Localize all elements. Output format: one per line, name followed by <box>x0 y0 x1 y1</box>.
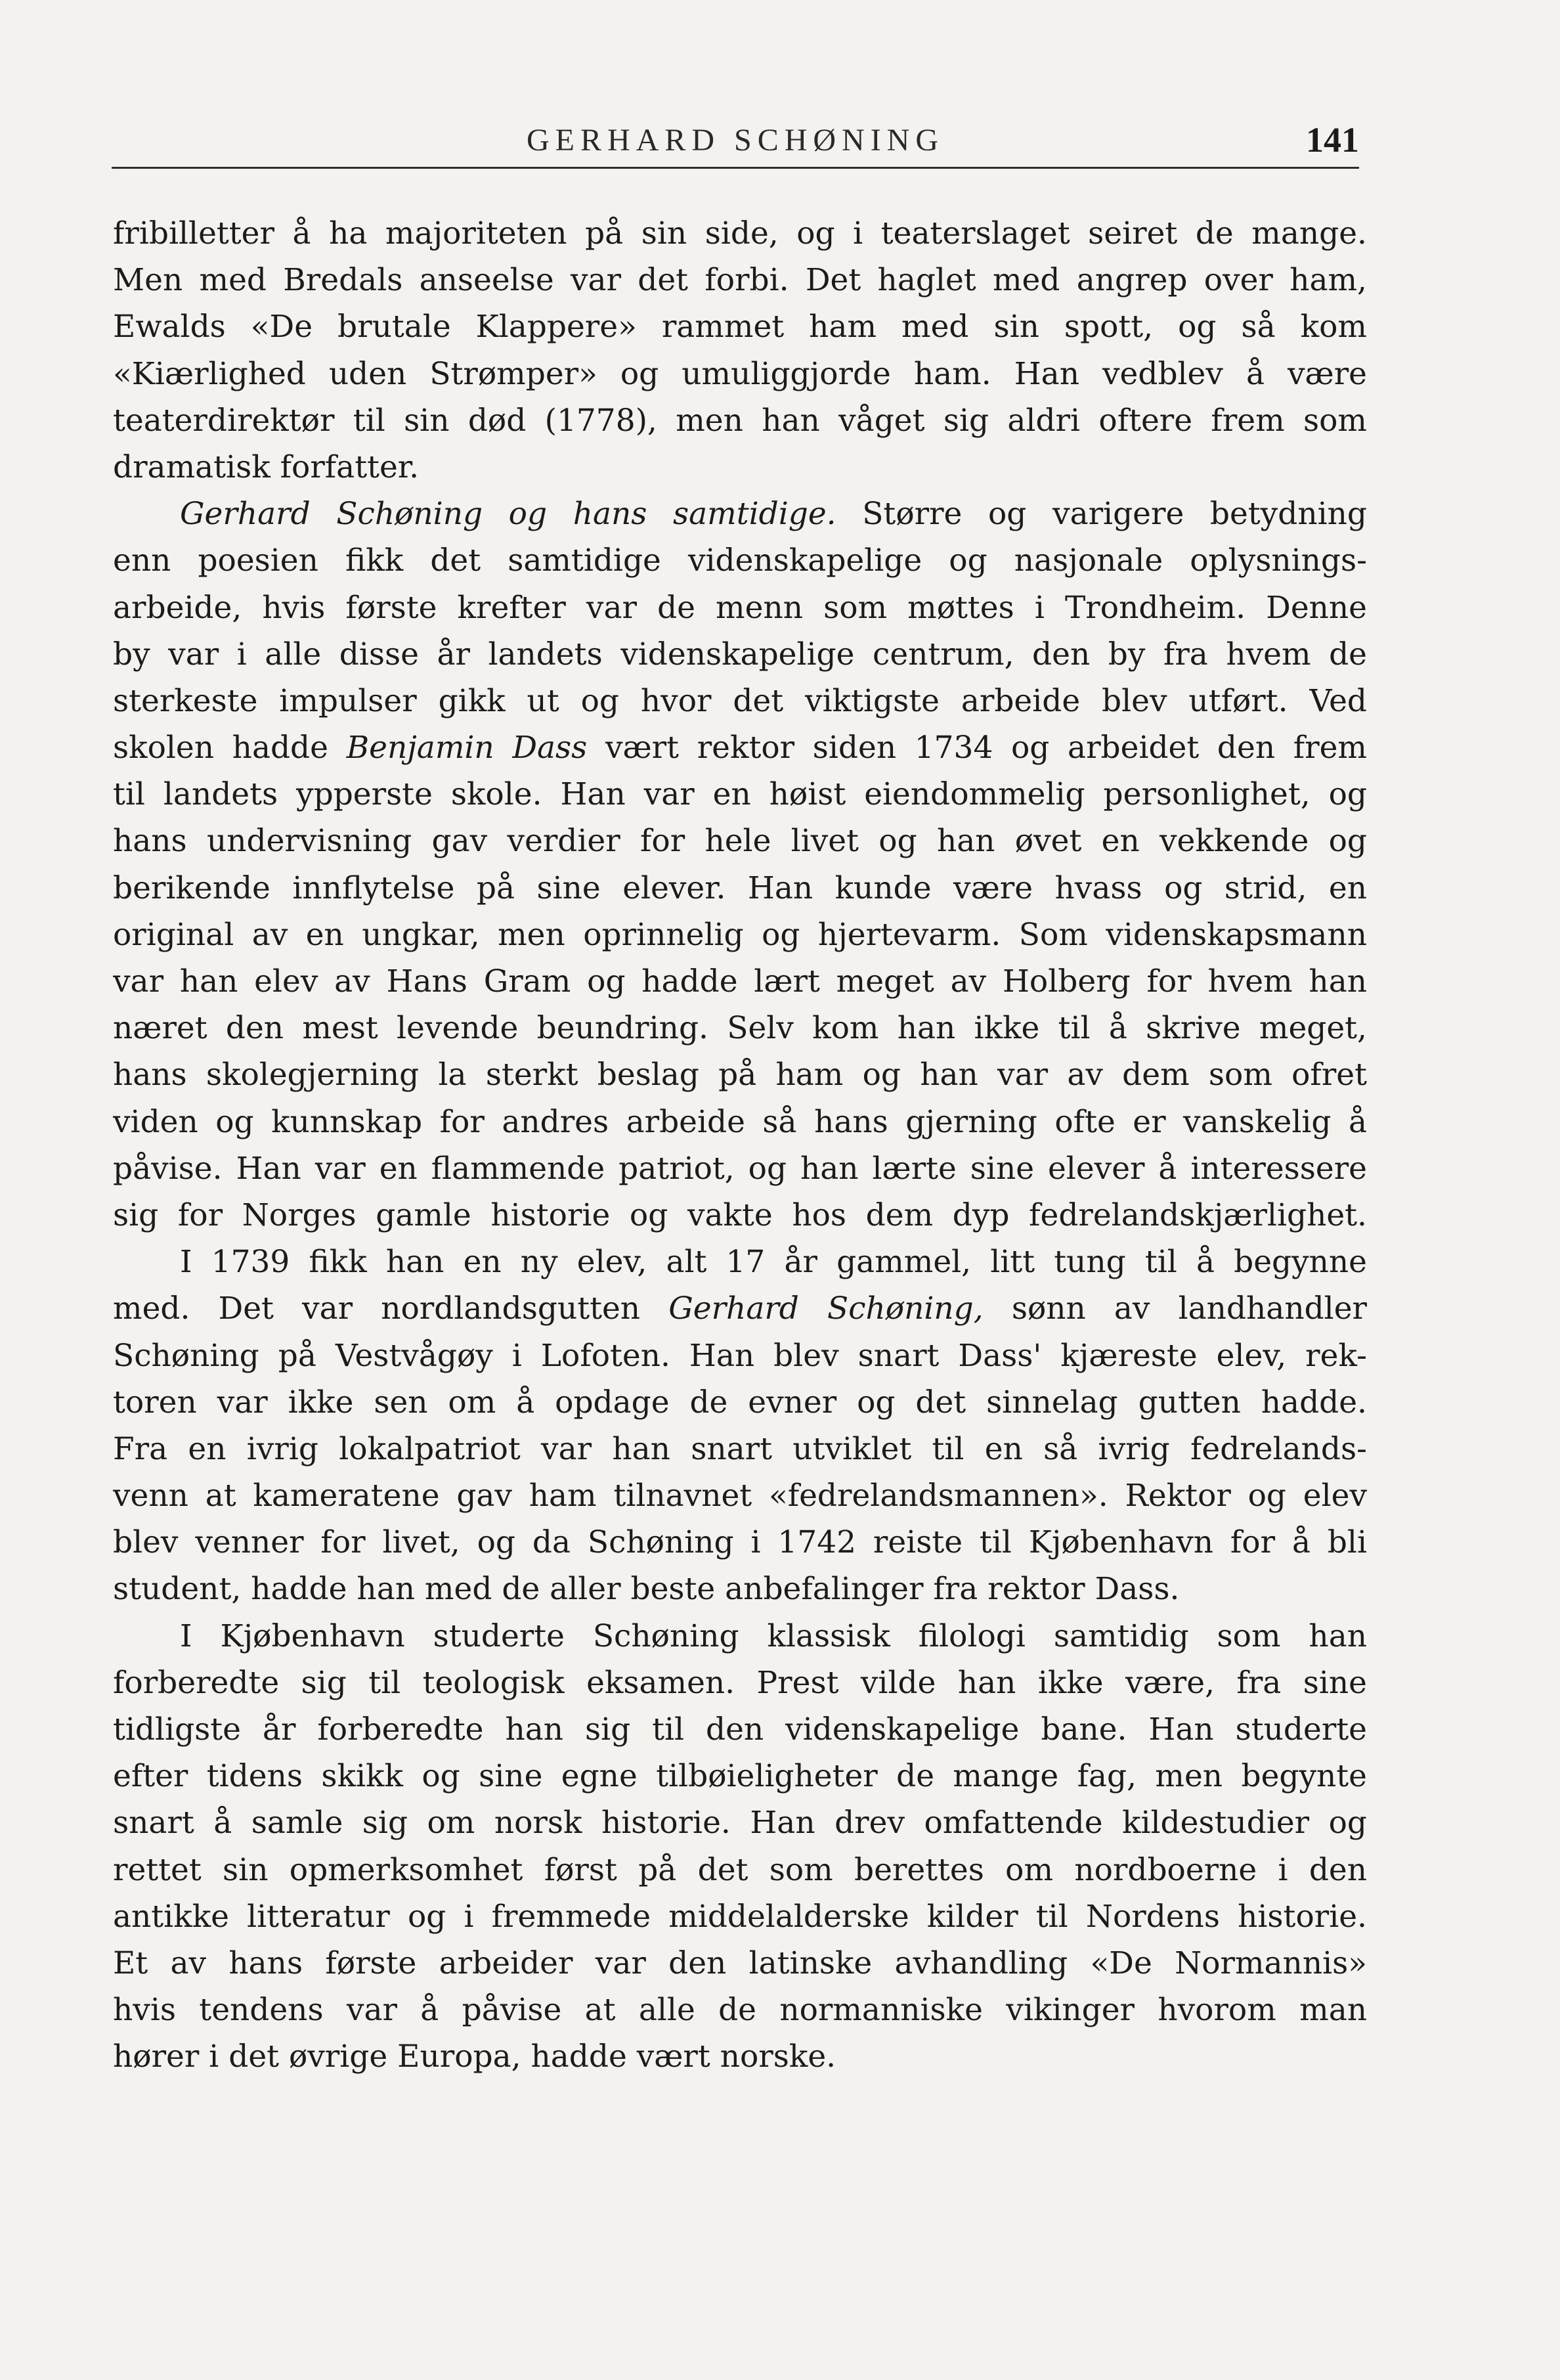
section-heading: Gerhard Schøning og hans samtidige. <box>180 496 836 533</box>
text-line: arbeide, hvis første krefter var de menn som møttes i Trondheim. Denne <box>113 589 1367 626</box>
text-line: Ewalds «De brutale Klappere» rammet ham med sin spott, og så kom <box>113 309 1367 345</box>
text-line: var han elev av Hans Gram og hadde lært meget av Holberg for hvem han <box>113 963 1367 1000</box>
text-line: dramatisk forfatter. <box>113 449 420 485</box>
text-line: forberedte sig til teologisk eksamen. Prest vilde han ikke være, fra sine <box>113 1664 1367 1701</box>
text-line: sterkeste impulser gikk ut og hvor det viktigste arbeide blev utført. Ved <box>113 682 1367 719</box>
text-line: by var i alle disse år landets videnskapelige centrum, den by fra hvem de <box>113 636 1367 672</box>
text-line: Schøning på Vestvågøy i Lofoten. Han blev snart Dass' kjæreste elev, rek- <box>113 1337 1367 1374</box>
text-line: antikke litteratur og i fremmede middelalderske kilder til Nordens historie. <box>113 1898 1367 1935</box>
text-line: hører i det øvrige Europa, hadde vært norske. <box>113 2038 836 2075</box>
text-line: I 1739 fikk han en ny elev, alt 17 år gammel, litt tung til å begynne <box>180 1244 1367 1281</box>
text-line: hans undervisning gav verdier for hele livet og han øvet en vekkende og <box>113 823 1367 860</box>
text-line: snart å samle sig om norsk historie. Han drev omfattende kildestudier og <box>113 1805 1367 1841</box>
text-line <box>113 1285 1367 1332</box>
text-fragment: vært rektor siden 1734 og arbeidet den frem <box>587 730 1367 766</box>
text-line: viden og kunnskap for andres arbeide så hans gjerning ofte er vanskelig å <box>113 1103 1367 1140</box>
person-name: Gerhard Schøning, <box>668 1290 984 1327</box>
text-fragment: sønn av landhandler <box>983 1290 1367 1327</box>
text-line: tidligste år forberedte han sig til den videnskapelige bane. Han studerte <box>113 1711 1367 1748</box>
text-fragment: med. Det var nordlandsgutten <box>113 1290 669 1327</box>
text-line: student, hadde han med de aller beste anbefalinger fra rektor Dass. <box>113 1571 1180 1608</box>
text-line: I Kjøbenhavn studerte Schøning klassisk filologi samtidig som han <box>180 1618 1367 1654</box>
text-line: hvis tendens var å påvise at alle de normanniske vikinger hvorom man <box>113 1992 1367 2029</box>
text-line: original av en ungkar, men oprinnelig og hjertevarm. Som videnskapsmann <box>113 916 1367 953</box>
section-heading-line <box>113 491 1367 537</box>
text-line: til landets ypperste skole. Han var en høist eiendommelig personlighet, og <box>113 776 1367 813</box>
text-line: næret den mest levende beundring. Selv kom han ikke til å skrive meget, <box>113 1010 1367 1047</box>
page-header <box>112 117 1359 169</box>
text-line <box>113 724 1367 771</box>
text-line: «Kiærlighed uden Strømper» og umuliggjorde ham. Han vedblev å være <box>113 355 1367 392</box>
text-line: Et av hans første arbeider var den latinske avhandling «De Normannis» <box>113 1945 1367 1981</box>
text-fragment: Større og varigere betydning <box>862 496 1367 533</box>
text-line: sig for Norges gamle historie og vakte hos dem dyp fedrelandskjærlighet. <box>113 1197 1367 1233</box>
text-line: enn poesien fikk det samtidige videnskapelige og nasjonale oplysnings- <box>113 542 1367 579</box>
body-text <box>113 210 1367 2081</box>
text-line: efter tidens skikk og sine egne tilbøieligheter de mange fag, men begynte <box>113 1758 1367 1795</box>
text-line: blev venner for livet, og da Schøning i 1742 reiste til Kjøbenhavn for å bli <box>113 1524 1367 1561</box>
person-name: Benjamin Dass <box>346 730 588 766</box>
running-title: GERHARD SCHØNING <box>526 123 945 158</box>
text-line: teaterdirektør til sin død (1778), men han våget sig aldri oftere frem som <box>113 402 1367 439</box>
header-rule <box>112 167 1359 169</box>
text-fragment: skolen hadde <box>113 730 347 766</box>
text-line: berikende innflytelse på sine elever. Han kunde være hvass og strid, en <box>113 870 1367 906</box>
text-line: fribilletter å ha majoriteten på sin side, og i teaterslaget seiret de mange. <box>113 215 1367 252</box>
text-line: rettet sin opmerksomhet først på det som berettes om nordboerne i den <box>113 1851 1367 1888</box>
page-number: 141 <box>1306 120 1359 160</box>
text-line: toren var ikke sen om å opdage de evner og det sinnelag gutten hadde. <box>113 1384 1367 1421</box>
text-line: hans skolegjerning la sterkt beslag på ham og han var av dem som ofret <box>113 1057 1367 1093</box>
text-line: påvise. Han var en flammende patriot, og han lærte sine elever å interessere <box>113 1150 1367 1187</box>
text-line: Men med Bredals anseelse var det forbi. Det haglet med angrep over ham, <box>113 262 1367 299</box>
text-line: Fra en ivrig lokalpatriot var han snart utviklet til en så ivrig fedrelands- <box>113 1430 1367 1467</box>
text-line: venn at kameratene gav ham tilnavnet «fedrelandsmannen». Rektor og elev <box>113 1478 1367 1514</box>
